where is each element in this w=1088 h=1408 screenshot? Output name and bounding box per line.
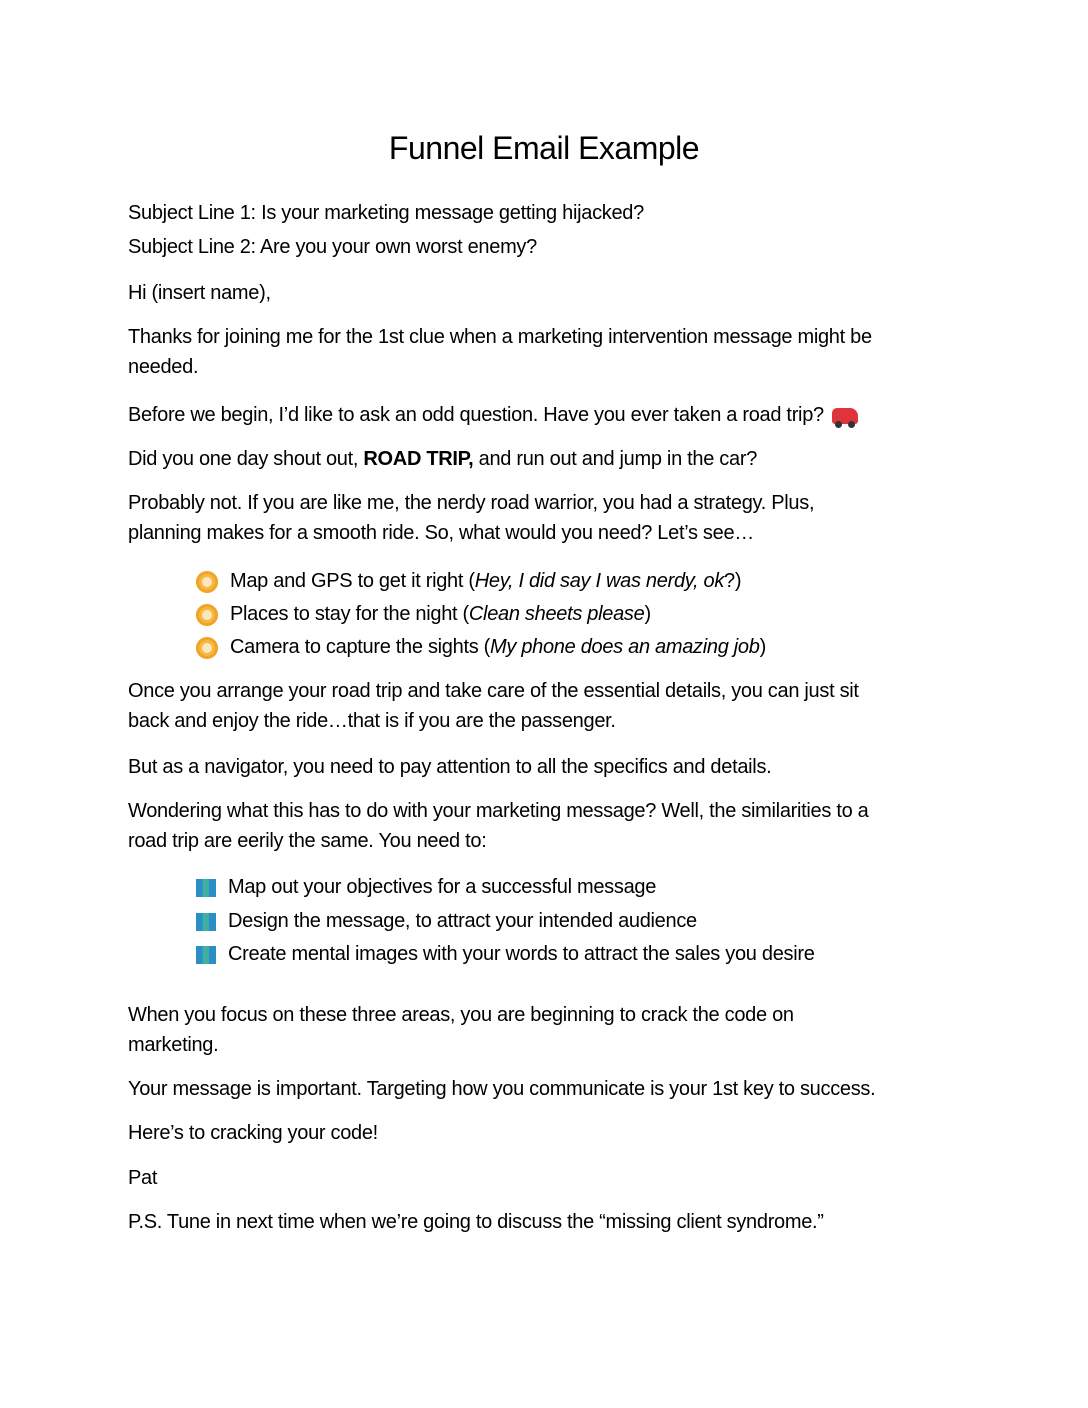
road-trip-bold: ROAD TRIP, bbox=[363, 448, 474, 470]
paragraph-4-line-2: planning makes for a smooth ride. So, what would you need? Let’s see… bbox=[128, 522, 754, 544]
greeting: Hi (insert name), bbox=[128, 282, 271, 304]
paragraph-9: Your message is important. Targeting how you communicate is your 1st key to success. bbox=[128, 1078, 876, 1100]
list-end: ) bbox=[759, 636, 766, 658]
signature: Pat bbox=[128, 1167, 158, 1189]
paragraph-8-line-2: marketing. bbox=[128, 1034, 219, 1056]
list-text: Create mental images with your words to attract the sales you desire bbox=[228, 943, 815, 965]
paragraph-5-line-1: Once you arrange your road trip and take care of the essential details, you can just sit bbox=[128, 680, 859, 702]
paragraph-8-line-1: When you focus on these three areas, you are beginning to crack the code on bbox=[128, 1004, 794, 1026]
map-icon bbox=[196, 946, 216, 964]
page-title: Funnel Email Example bbox=[388, 130, 700, 166]
list-text: Map out your objectives for a successful message bbox=[228, 876, 657, 898]
paragraph-5-line-2: back and enjoy the ride…that is if you are the passenger. bbox=[128, 710, 616, 732]
list-text: Design the message, to attract your intended audience bbox=[228, 910, 697, 932]
postscript: P.S. Tune in next time when we’re going to discuss the “missing client syndrome.” bbox=[128, 1211, 824, 1233]
paragraph-2-text: Before we begin, I’d like to ask an odd question. Have you ever taken a road trip? bbox=[128, 404, 824, 426]
list-text: Camera to capture the sights ( bbox=[230, 636, 491, 658]
compass-icon bbox=[196, 604, 218, 626]
list-item bbox=[196, 876, 656, 899]
list-text: Map and GPS to get it right ( bbox=[230, 570, 475, 592]
list-italic: Hey, I did say I was nerdy, ok bbox=[474, 570, 725, 592]
paragraph-3-post: and run out and jump in the car? bbox=[473, 448, 758, 470]
paragraph-6: But as a navigator, you need to pay attention to all the specifics and details. bbox=[128, 756, 772, 778]
car-icon bbox=[832, 408, 858, 424]
paragraph-3 bbox=[128, 448, 757, 471]
compass-icon bbox=[196, 637, 218, 659]
map-icon bbox=[196, 879, 216, 897]
subject-line-1: Subject Line 1: Is your marketing message getting hijacked? bbox=[128, 202, 644, 224]
paragraph-1-line-2: needed. bbox=[128, 356, 199, 378]
list-text: Places to stay for the night ( bbox=[230, 603, 469, 625]
list-item bbox=[196, 603, 651, 626]
list-italic: Clean sheets please bbox=[468, 603, 645, 625]
paragraph-3-pre: Did you one day shout out, bbox=[128, 448, 364, 470]
compass-icon bbox=[196, 571, 218, 593]
paragraph-2 bbox=[128, 404, 858, 427]
map-icon bbox=[196, 913, 216, 931]
paragraph-7-line-1: Wondering what this has to do with your marketing message? Well, the similarities to a bbox=[128, 800, 869, 822]
list-end: ) bbox=[644, 603, 651, 625]
subject-line-2: Subject Line 2: Are you your own worst enemy? bbox=[128, 236, 537, 258]
paragraph-1-line-1: Thanks for joining me for the 1st clue when a marketing intervention message might be bbox=[128, 326, 872, 348]
list-italic: My phone does an amazing job bbox=[490, 636, 760, 658]
paragraph-4-line-1: Probably not. If you are like me, the nerdy road warrior, you had a strategy. Plus, bbox=[128, 492, 815, 514]
paragraph-10: Here’s to cracking your code! bbox=[128, 1122, 378, 1144]
list-end: ?) bbox=[724, 570, 742, 592]
list-item bbox=[196, 570, 741, 593]
list-item bbox=[196, 943, 815, 966]
paragraph-7-line-2: road trip are eerily the same. You need to: bbox=[128, 830, 487, 852]
list-item bbox=[196, 636, 766, 659]
list-item bbox=[196, 910, 697, 933]
